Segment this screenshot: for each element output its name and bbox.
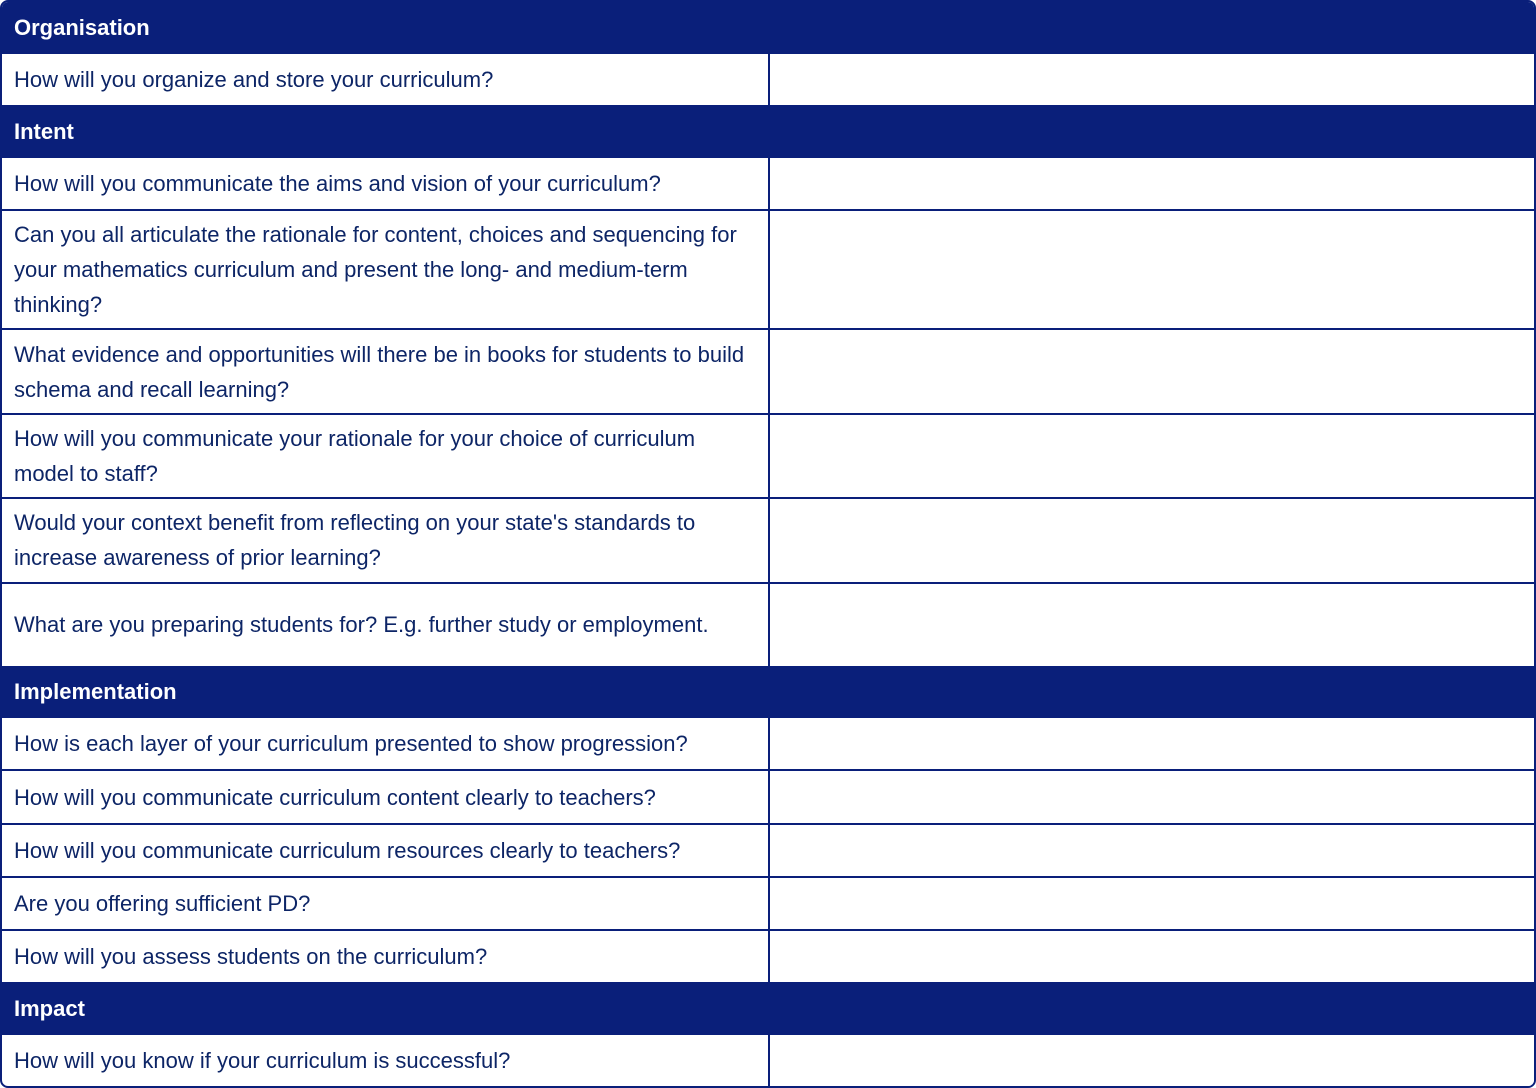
answer-cell[interactable] [769, 824, 1534, 877]
question-cell: What are you preparing students for? E.g. further study or employment. [2, 583, 769, 666]
answer-cell[interactable] [769, 930, 1534, 982]
answer-cell[interactable] [769, 1035, 1534, 1086]
answer-cell[interactable] [769, 498, 1534, 582]
table-row [2, 1035, 1534, 1086]
question-cell: What evidence and opportunities will there be in books for students to build schema and recall learning? [2, 329, 769, 413]
table-row [2, 329, 1534, 413]
question-cell: Are you offering sufficient PD? [2, 877, 769, 930]
section-title: Intent [2, 105, 1534, 157]
curriculum-review-table [2, 2, 1534, 1086]
section-title: Organisation [2, 2, 1534, 54]
answer-cell[interactable] [769, 718, 1534, 770]
question-cell: How will you know if your curriculum is successful? [2, 1035, 769, 1086]
question-cell: How will you communicate curriculum resources clearly to teachers? [2, 824, 769, 877]
table-row [2, 877, 1534, 930]
answer-cell[interactable] [769, 877, 1534, 930]
answer-cell[interactable] [769, 329, 1534, 413]
answer-cell[interactable] [769, 770, 1534, 823]
answer-cell[interactable] [769, 54, 1534, 105]
table-row [2, 583, 1534, 666]
answer-cell[interactable] [769, 583, 1534, 666]
table-row [2, 498, 1534, 582]
answer-cell[interactable] [769, 210, 1534, 330]
table-row [2, 770, 1534, 823]
section-title: Impact [2, 982, 1534, 1034]
answer-cell[interactable] [769, 414, 1534, 498]
table-row [2, 824, 1534, 877]
table-row [2, 414, 1534, 498]
question-cell: How will you communicate the aims and vision of your curriculum? [2, 158, 769, 210]
section-title: Implementation [2, 666, 1534, 718]
question-cell: Would your context benefit from reflecting on your state's standards to increase awareness of prior learning? [2, 498, 769, 582]
question-cell: How will you communicate curriculum content clearly to teachers? [2, 770, 769, 823]
table-row [2, 210, 1534, 330]
section-header-organisation [2, 2, 1534, 54]
section-header-intent [2, 105, 1534, 157]
table-row [2, 158, 1534, 210]
section-header-implementation [2, 666, 1534, 718]
question-cell: How will you assess students on the curriculum? [2, 930, 769, 982]
question-cell: How will you communicate your rationale for your choice of curriculum model to staff? [2, 414, 769, 498]
table-row [2, 54, 1534, 105]
question-cell: How will you organize and store your curriculum? [2, 54, 769, 105]
table-row [2, 930, 1534, 982]
answer-cell[interactable] [769, 158, 1534, 210]
question-cell: Can you all articulate the rationale for content, choices and sequencing for your mathematics curriculum and present the long- and medium-term thinking? [2, 210, 769, 330]
question-cell: How is each layer of your curriculum presented to show progression? [2, 718, 769, 770]
section-header-impact [2, 982, 1534, 1034]
table-row [2, 718, 1534, 770]
